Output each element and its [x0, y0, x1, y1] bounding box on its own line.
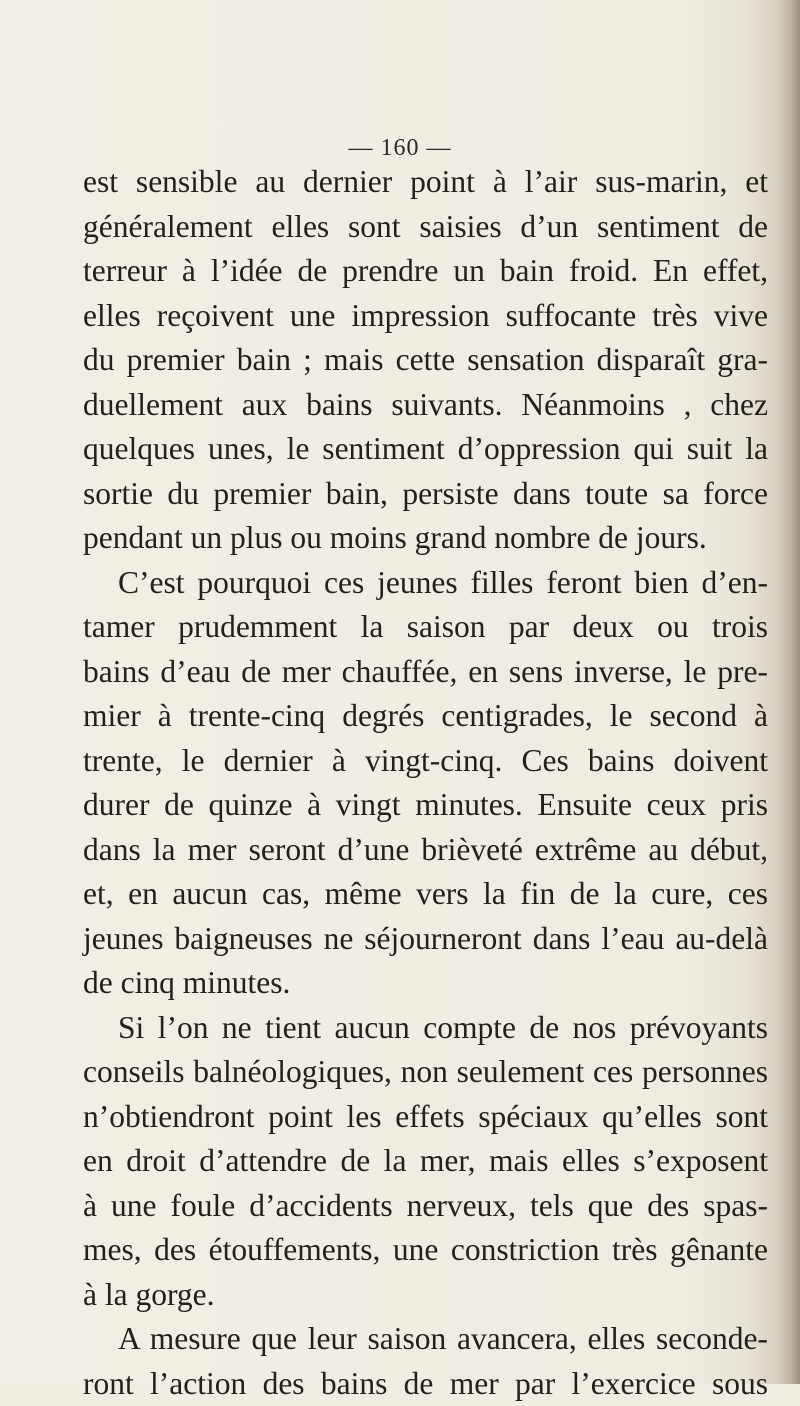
text-line: duellement aux bains suivants. Néanmoins , chez: [83, 383, 768, 428]
text-line: à une foule d’accidents nerveux, tels que des spas-: [83, 1184, 768, 1229]
text-line: ront l’action des bains de mer par l’exercice sous: [83, 1362, 768, 1406]
page-edge-shadow: [778, 0, 800, 1384]
text-line: bains d’eau de mer chauffée, en sens inverse, le pre-: [83, 650, 768, 695]
text-line: tamer prudemment la saison par deux ou trois: [83, 605, 768, 650]
text-line: à la gorge.: [83, 1273, 768, 1318]
text-line: C’est pourquoi ces jeunes filles feront bien d’en-: [83, 561, 768, 606]
text-line: dans la mer seront d’une brièveté extrême au début,: [83, 828, 768, 873]
text-line: du premier bain ; mais cette sensation disparaît gra-: [83, 338, 768, 383]
text-line: terreur à l’idée de prendre un bain froid. En effet,: [83, 249, 768, 294]
text-line: et, en aucun cas, même vers la fin de la cure, ces: [83, 872, 768, 917]
text-line: mes, des étouffements, une constriction très gênante: [83, 1228, 768, 1273]
text-line: sortie du premier bain, persiste dans toute sa force: [83, 472, 768, 517]
body-text: [83, 160, 768, 1406]
text-line: généralement elles sont saisies d’un sentiment de: [83, 205, 768, 250]
text-line: Si l’on ne tient aucun compte de nos prévoyants: [83, 1006, 768, 1051]
text-line: conseils balnéologiques, non seulement ces personnes: [83, 1050, 768, 1095]
text-line: trente, le dernier à vingt-cinq. Ces bains doivent: [83, 739, 768, 784]
text-line: est sensible au dernier point à l’air sus-marin, et: [83, 160, 768, 205]
text-line: pendant un plus ou moins grand nombre de jours.: [83, 516, 768, 561]
text-line: de cinq minutes.: [83, 961, 768, 1006]
text-line: elles reçoivent une impression suffocante très vive: [83, 294, 768, 339]
text-line: durer de quinze à vingt minutes. Ensuite ceux pris: [83, 783, 768, 828]
page-number: — 160 —: [0, 135, 800, 162]
text-line: en droit d’attendre de la mer, mais elles s’exposent: [83, 1139, 768, 1184]
text-line: quelques unes, le sentiment d’oppression qui suit la: [83, 427, 768, 472]
text-line: n’obtiendront point les effets spéciaux qu’elles sont: [83, 1095, 768, 1140]
text-line: jeunes baigneuses ne séjourneront dans l’eau au-delà: [83, 917, 768, 962]
text-line: A mesure que leur saison avancera, elles seconde-: [83, 1317, 768, 1362]
text-line: mier à trente-cinq degrés centigrades, le second à: [83, 694, 768, 739]
